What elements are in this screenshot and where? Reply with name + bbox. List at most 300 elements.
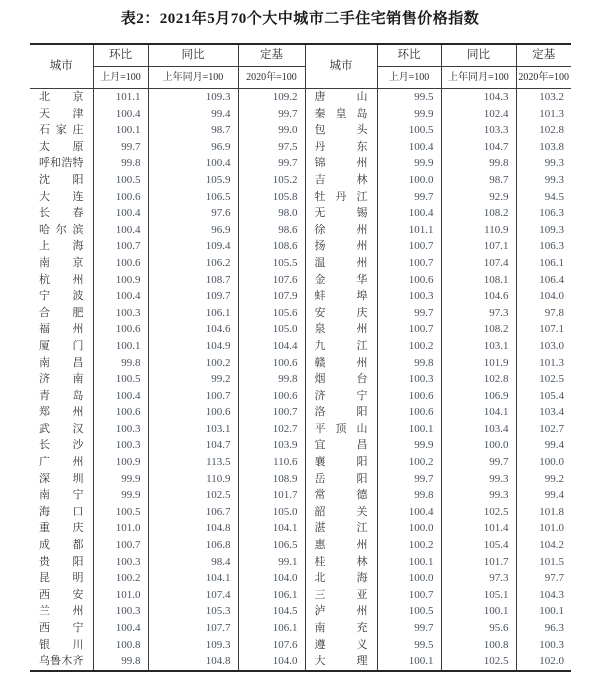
value-cell: 103.2 <box>539 91 564 103</box>
city-cell: 昆明 <box>30 570 93 587</box>
header-mom-left: 环比 <box>93 44 148 67</box>
value-cell: 104.1 <box>441 404 516 421</box>
city-cell: 杭州 <box>30 272 93 289</box>
city-cell: 锦州 <box>305 155 377 172</box>
city-cell: 九江 <box>305 338 377 355</box>
value-cell: 99.8 <box>377 487 441 504</box>
city-cell: 金华 <box>305 272 377 289</box>
value-cell: 99.3 <box>441 471 516 488</box>
value-cell: 100.1 <box>441 603 516 620</box>
city-cell: 秦皇岛 <box>305 106 377 123</box>
value-cell: 104.1 <box>238 520 305 537</box>
value-cell: 100.3 <box>539 638 564 651</box>
value-cell: 102.7 <box>539 422 564 435</box>
table-row <box>30 305 571 322</box>
value-cell: 100.5 <box>93 504 148 521</box>
value-cell: 99.4 <box>544 489 564 502</box>
value-cell: 99.9 <box>93 471 148 488</box>
city-cell: 青岛 <box>30 388 93 405</box>
city-cell: 包头 <box>305 122 377 139</box>
value-cell: 100.4 <box>93 222 148 239</box>
value-cell: 100.6 <box>93 255 148 272</box>
value-cell: 100.5 <box>93 371 148 388</box>
table-row <box>30 487 571 504</box>
value-cell: 98.7 <box>148 122 238 139</box>
value-cell: 107.4 <box>148 587 238 604</box>
city-cell: 贵阳 <box>30 554 93 571</box>
table-row <box>30 454 571 471</box>
city-cell: 武汉 <box>30 421 93 438</box>
value-cell: 105.9 <box>148 172 238 189</box>
value-cell: 99.5 <box>377 637 441 654</box>
city-cell: 南宁 <box>30 487 93 504</box>
header-mom-base-left: 上月=100 <box>93 67 148 89</box>
value-cell: 100.0 <box>377 172 441 189</box>
value-cell: 107.6 <box>238 637 305 654</box>
value-cell: 100.1 <box>93 338 148 355</box>
value-cell: 100.4 <box>377 504 441 521</box>
value-cell: 107.1 <box>441 238 516 255</box>
value-cell: 103.1 <box>148 421 238 438</box>
value-cell: 108.9 <box>238 471 305 488</box>
table-body <box>30 89 571 671</box>
value-cell: 101.8 <box>539 505 564 518</box>
value-cell: 100.6 <box>93 189 148 206</box>
table-row <box>30 620 571 637</box>
value-cell: 106.2 <box>148 255 238 272</box>
city-cell: 南京 <box>30 255 93 272</box>
value-cell: 105.2 <box>238 172 305 189</box>
value-cell: 105.1 <box>441 587 516 604</box>
city-cell: 常德 <box>305 487 377 504</box>
value-cell: 108.7 <box>148 272 238 289</box>
city-cell: 哈尔滨 <box>30 222 93 239</box>
table-row <box>30 155 571 172</box>
value-cell: 103.8 <box>539 140 564 153</box>
value-cell: 99.8 <box>93 155 148 172</box>
value-cell: 96.3 <box>544 622 564 634</box>
value-cell: 97.3 <box>441 570 516 587</box>
value-cell: 100.6 <box>377 404 441 421</box>
value-cell: 99.8 <box>377 355 441 372</box>
value-cell: 104.6 <box>148 321 238 338</box>
value-cell: 99.7 <box>377 189 441 206</box>
table-header <box>30 44 571 89</box>
value-cell: 107.7 <box>148 620 238 637</box>
value-cell: 99.2 <box>148 371 238 388</box>
city-cell: 长春 <box>30 205 93 222</box>
value-cell: 100.2 <box>377 537 441 554</box>
value-cell: 100.4 <box>93 205 148 222</box>
city-cell: 韶关 <box>305 504 377 521</box>
value-cell: 101.7 <box>441 554 516 571</box>
table-row <box>30 554 571 571</box>
city-cell: 襄阳 <box>305 454 377 471</box>
value-cell: 98.0 <box>238 205 305 222</box>
city-cell: 无锡 <box>305 205 377 222</box>
value-cell: 106.1 <box>539 256 564 269</box>
table-row <box>30 520 571 537</box>
city-cell: 扬州 <box>305 238 377 255</box>
value-cell: 110.6 <box>238 454 305 471</box>
value-cell: 107.9 <box>238 288 305 305</box>
city-cell: 南昌 <box>30 355 93 372</box>
value-cell: 100.1 <box>377 421 441 438</box>
value-cell: 101.3 <box>539 356 564 369</box>
city-cell: 宁波 <box>30 288 93 305</box>
value-cell: 100.5 <box>377 122 441 139</box>
value-cell: 100.4 <box>377 205 441 222</box>
value-cell: 100.1 <box>93 122 148 139</box>
value-cell: 102.4 <box>441 106 516 123</box>
city-cell: 岳阳 <box>305 471 377 488</box>
city-cell: 北海 <box>305 570 377 587</box>
value-cell: 106.9 <box>441 388 516 405</box>
value-cell: 103.4 <box>539 406 564 419</box>
city-cell: 徐州 <box>305 222 377 239</box>
city-cell: 沈阳 <box>30 172 93 189</box>
city-cell: 太原 <box>30 139 93 156</box>
value-cell: 108.6 <box>238 238 305 255</box>
value-cell: 99.3 <box>441 487 516 504</box>
value-cell: 108.2 <box>441 205 516 222</box>
value-cell: 100.7 <box>377 238 441 255</box>
value-cell: 106.8 <box>148 537 238 554</box>
city-cell: 丹东 <box>305 139 377 156</box>
value-cell: 99.3 <box>544 173 564 186</box>
value-cell: 100.0 <box>377 570 441 587</box>
city-cell: 南充 <box>305 620 377 637</box>
value-cell: 105.3 <box>148 603 238 620</box>
value-cell: 99.8 <box>93 355 148 372</box>
city-cell: 泸州 <box>305 603 377 620</box>
value-cell: 102.8 <box>441 371 516 388</box>
value-cell: 92.9 <box>441 189 516 206</box>
city-cell: 湛江 <box>305 520 377 537</box>
value-cell: 102.5 <box>539 373 564 386</box>
header-mom-right: 环比 <box>377 44 441 67</box>
value-cell: 105.0 <box>238 321 305 338</box>
city-cell: 合肥 <box>30 305 93 322</box>
value-cell: 100.0 <box>377 520 441 537</box>
value-cell: 100.1 <box>539 605 564 618</box>
header-fixed-base-right: 2020年=100 <box>516 67 571 89</box>
value-cell: 107.1 <box>539 323 564 336</box>
value-cell: 109.3 <box>539 223 564 236</box>
value-cell: 104.4 <box>238 338 305 355</box>
city-cell: 海口 <box>30 504 93 521</box>
value-cell: 110.9 <box>148 471 238 488</box>
table-row <box>30 637 571 654</box>
value-cell: 97.5 <box>238 139 305 156</box>
value-cell: 106.1 <box>238 587 305 604</box>
header-yoy-base-right: 上年同月=100 <box>441 67 516 89</box>
value-cell: 100.3 <box>377 288 441 305</box>
value-cell: 100.3 <box>93 554 148 571</box>
value-cell: 106.3 <box>539 207 564 220</box>
value-cell: 94.5 <box>544 190 564 203</box>
city-cell: 济南 <box>30 371 93 388</box>
value-cell: 100.7 <box>238 404 305 421</box>
city-cell: 呼和浩特 <box>30 155 93 172</box>
table-row <box>30 255 571 272</box>
value-cell: 109.3 <box>148 637 238 654</box>
value-cell: 101.1 <box>93 89 148 106</box>
value-cell: 101.1 <box>377 222 441 239</box>
value-cell: 101.3 <box>539 107 564 120</box>
city-cell: 石家庄 <box>30 122 93 139</box>
value-cell: 100.4 <box>377 139 441 156</box>
city-cell: 成都 <box>30 537 93 554</box>
value-cell: 99.7 <box>93 139 148 156</box>
value-cell: 100.6 <box>238 388 305 405</box>
value-cell: 100.6 <box>377 272 441 289</box>
value-cell: 98.4 <box>148 554 238 571</box>
value-cell: 106.1 <box>238 620 305 637</box>
city-cell: 牡丹江 <box>305 189 377 206</box>
city-cell: 天津 <box>30 106 93 123</box>
city-cell: 遵义 <box>305 637 377 654</box>
value-cell: 100.5 <box>93 172 148 189</box>
city-cell: 桂林 <box>305 554 377 571</box>
value-cell: 99.4 <box>544 439 564 452</box>
value-cell: 110.9 <box>441 222 516 239</box>
value-cell: 99.9 <box>377 437 441 454</box>
city-cell: 北京 <box>30 89 93 106</box>
value-cell: 100.6 <box>238 355 305 372</box>
header-fixed-left: 定基 <box>238 44 305 67</box>
value-cell: 100.4 <box>93 620 148 637</box>
city-cell: 郑州 <box>30 404 93 421</box>
value-cell: 101.4 <box>441 520 516 537</box>
value-cell: 106.1 <box>148 305 238 322</box>
value-cell: 100.2 <box>377 454 441 471</box>
price-index-table-container <box>30 43 571 672</box>
value-cell: 95.6 <box>441 620 516 637</box>
value-cell: 97.7 <box>544 572 564 585</box>
value-cell: 101.0 <box>93 587 148 604</box>
value-cell: 100.4 <box>148 155 238 172</box>
value-cell: 109.3 <box>148 89 238 106</box>
table-row <box>30 404 571 421</box>
value-cell: 109.4 <box>148 238 238 255</box>
city-cell: 温州 <box>305 255 377 272</box>
value-cell: 100.1 <box>377 653 441 671</box>
value-cell: 101.7 <box>238 487 305 504</box>
value-cell: 102.0 <box>539 655 564 668</box>
value-cell: 104.0 <box>539 290 564 303</box>
value-cell: 100.3 <box>93 305 148 322</box>
value-cell: 106.7 <box>148 504 238 521</box>
value-cell: 100.6 <box>93 404 148 421</box>
city-cell: 宜昌 <box>305 437 377 454</box>
table-row <box>30 272 571 289</box>
value-cell: 104.8 <box>148 520 238 537</box>
value-cell: 101.9 <box>441 355 516 372</box>
city-cell: 兰州 <box>30 603 93 620</box>
city-cell: 乌鲁木齐 <box>30 653 93 671</box>
header-city-left: 城市 <box>30 44 93 89</box>
header-yoy-right: 同比 <box>441 44 516 67</box>
value-cell: 100.7 <box>148 388 238 405</box>
table-row <box>30 238 571 255</box>
value-cell: 104.2 <box>539 539 564 552</box>
value-cell: 99.9 <box>377 106 441 123</box>
city-cell: 大连 <box>30 189 93 206</box>
value-cell: 100.0 <box>441 437 516 454</box>
header-yoy-base-left: 上年同月=100 <box>148 67 238 89</box>
table-row <box>30 504 571 521</box>
value-cell: 98.6 <box>238 222 305 239</box>
value-cell: 100.2 <box>93 570 148 587</box>
value-cell: 105.0 <box>238 504 305 521</box>
city-cell: 西安 <box>30 587 93 604</box>
value-cell: 99.7 <box>377 620 441 637</box>
value-cell: 104.0 <box>238 570 305 587</box>
value-cell: 100.2 <box>377 338 441 355</box>
city-cell: 安庆 <box>305 305 377 322</box>
price-index-table <box>30 43 571 672</box>
value-cell: 100.8 <box>441 637 516 654</box>
value-cell: 100.4 <box>93 288 148 305</box>
value-cell: 97.3 <box>441 305 516 322</box>
value-cell: 105.4 <box>539 389 564 402</box>
city-cell: 广州 <box>30 454 93 471</box>
value-cell: 98.7 <box>441 172 516 189</box>
city-cell: 泉州 <box>305 321 377 338</box>
table-row <box>30 172 571 189</box>
value-cell: 97.6 <box>148 205 238 222</box>
value-cell: 102.7 <box>238 421 305 438</box>
value-cell: 104.5 <box>238 603 305 620</box>
value-cell: 100.5 <box>377 603 441 620</box>
table-row <box>30 653 571 671</box>
city-cell: 深圳 <box>30 471 93 488</box>
value-cell: 103.4 <box>441 421 516 438</box>
value-cell: 100.3 <box>93 421 148 438</box>
value-cell: 99.8 <box>441 155 516 172</box>
table-row <box>30 205 571 222</box>
value-cell: 99.7 <box>377 471 441 488</box>
city-cell: 西宁 <box>30 620 93 637</box>
city-cell: 福州 <box>30 321 93 338</box>
value-cell: 100.7 <box>377 587 441 604</box>
city-cell: 平顶山 <box>305 421 377 438</box>
value-cell: 102.8 <box>539 124 564 137</box>
page-title: 表2：2021年5月70个大中城市二手住宅销售价格指数 <box>120 11 480 27</box>
value-cell: 99.2 <box>544 472 564 485</box>
city-cell: 烟台 <box>305 371 377 388</box>
header-city-right: 城市 <box>305 44 377 89</box>
value-cell: 100.9 <box>93 454 148 471</box>
value-cell: 99.1 <box>238 554 305 571</box>
value-cell: 103.9 <box>238 437 305 454</box>
value-cell: 100.4 <box>93 388 148 405</box>
value-cell: 96.9 <box>148 222 238 239</box>
value-cell: 109.2 <box>238 89 305 106</box>
value-cell: 105.4 <box>441 537 516 554</box>
value-cell: 104.1 <box>148 570 238 587</box>
value-cell: 100.7 <box>93 238 148 255</box>
value-cell: 104.6 <box>441 288 516 305</box>
value-cell: 100.2 <box>148 355 238 372</box>
value-cell: 102.5 <box>441 653 516 671</box>
value-cell: 100.6 <box>93 321 148 338</box>
value-cell: 103.0 <box>539 339 564 352</box>
value-cell: 106.5 <box>238 537 305 554</box>
header-mom-base-right: 上月=100 <box>377 67 441 89</box>
value-cell: 104.3 <box>441 89 516 106</box>
value-cell: 104.3 <box>539 588 564 601</box>
value-cell: 104.7 <box>441 139 516 156</box>
value-cell: 100.0 <box>539 456 564 469</box>
value-cell: 104.7 <box>148 437 238 454</box>
table-row <box>30 89 571 106</box>
value-cell: 100.8 <box>93 637 148 654</box>
value-cell: 100.1 <box>377 554 441 571</box>
table-row <box>30 603 571 620</box>
value-cell: 107.4 <box>441 255 516 272</box>
city-cell: 蚌埠 <box>305 288 377 305</box>
table-row <box>30 122 571 139</box>
table-row <box>30 437 571 454</box>
city-cell: 洛阳 <box>305 404 377 421</box>
value-cell: 99.3 <box>544 157 564 170</box>
value-cell: 104.8 <box>148 653 238 671</box>
city-cell: 惠州 <box>305 537 377 554</box>
value-cell: 100.7 <box>93 537 148 554</box>
value-cell: 100.3 <box>377 371 441 388</box>
value-cell: 99.8 <box>238 371 305 388</box>
header-yoy-left: 同比 <box>148 44 238 67</box>
city-cell: 厦门 <box>30 338 93 355</box>
value-cell: 99.8 <box>93 653 148 671</box>
table-row <box>30 587 571 604</box>
value-cell: 99.9 <box>377 155 441 172</box>
value-cell: 100.6 <box>148 404 238 421</box>
value-cell: 97.8 <box>544 306 564 319</box>
table-row <box>30 421 571 438</box>
value-cell: 104.0 <box>238 653 305 671</box>
header-fixed-base-left: 2020年=100 <box>238 67 305 89</box>
table-row <box>30 288 571 305</box>
value-cell: 109.7 <box>148 288 238 305</box>
city-cell: 赣州 <box>305 355 377 372</box>
city-cell: 上海 <box>30 238 93 255</box>
city-cell: 长沙 <box>30 437 93 454</box>
value-cell: 99.9 <box>93 487 148 504</box>
city-cell: 济宁 <box>305 388 377 405</box>
value-cell: 99.0 <box>238 122 305 139</box>
value-cell: 106.3 <box>539 240 564 253</box>
value-cell: 100.4 <box>93 106 148 123</box>
value-cell: 105.5 <box>238 255 305 272</box>
table-row <box>30 371 571 388</box>
table-row <box>30 189 571 206</box>
table-row <box>30 338 571 355</box>
value-cell: 101.5 <box>539 555 564 568</box>
value-cell: 99.5 <box>377 89 441 106</box>
value-cell: 108.2 <box>441 321 516 338</box>
city-cell: 大理 <box>305 653 377 671</box>
value-cell: 100.6 <box>377 388 441 405</box>
header-row-2 <box>30 67 571 89</box>
table-row <box>30 321 571 338</box>
city-cell: 唐山 <box>305 89 377 106</box>
table-row <box>30 537 571 554</box>
table-row <box>30 355 571 372</box>
table-row <box>30 106 571 123</box>
